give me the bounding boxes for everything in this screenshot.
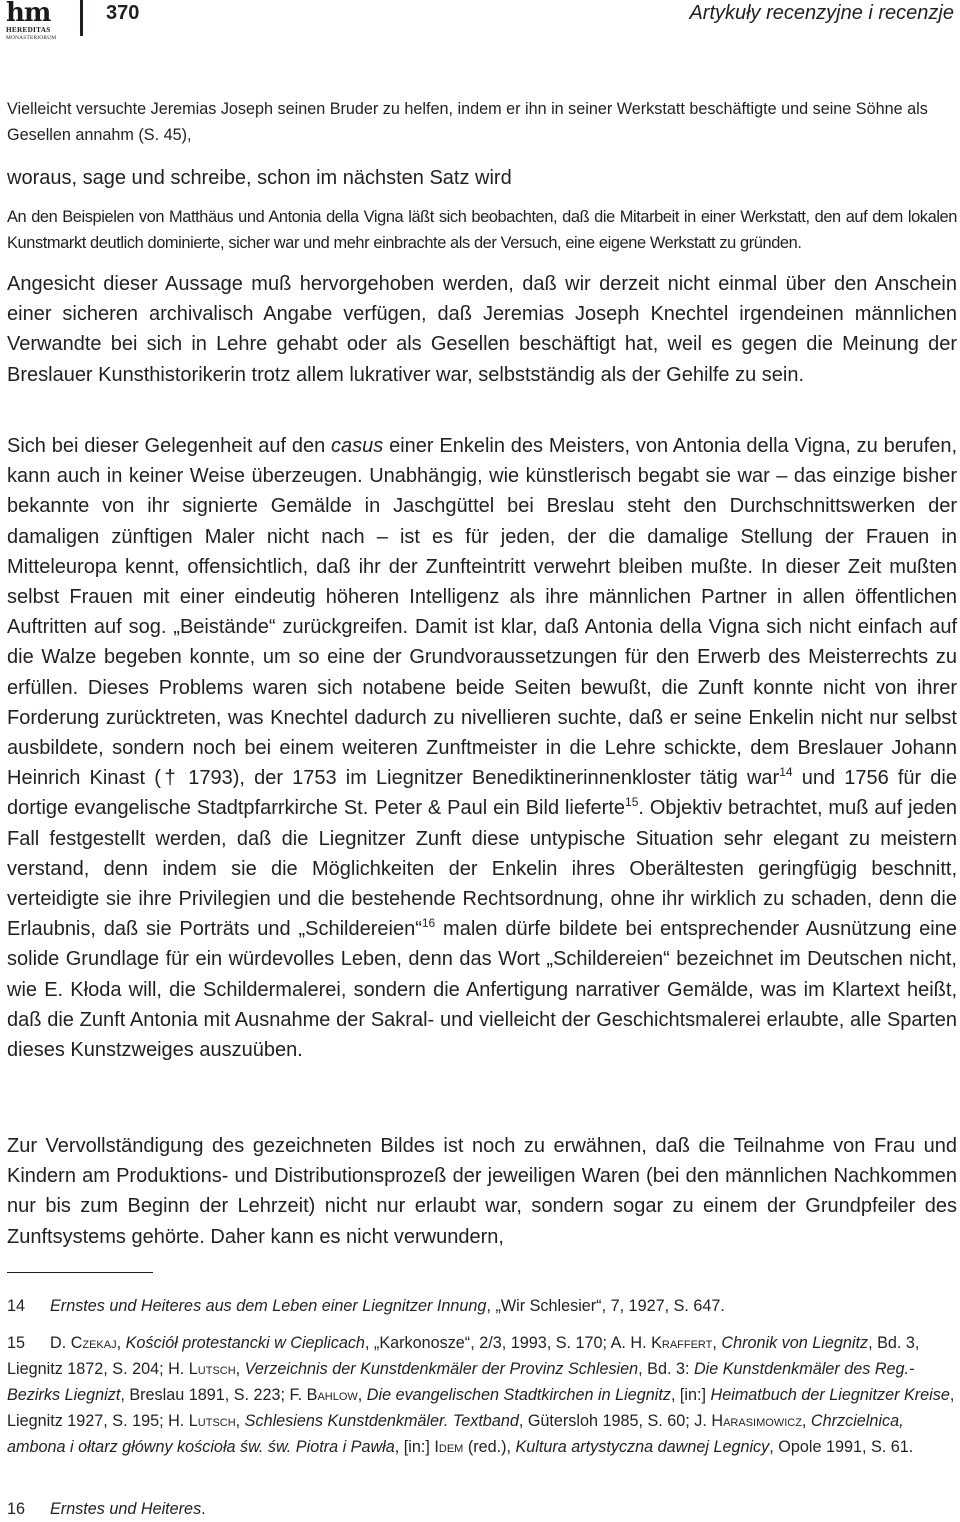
page-number: 370 <box>106 2 140 24</box>
text-run: malen dürfe bildete bei entsprechender Ausnützung eine solide Grundlage für ein würdevolles Leben, denn das Wort „Schildereien“ bezeichnet im Deutschen nicht, wie E. Kłoda will, die Schildermalerei, sondern die Anfertigung narrativer Gemälde, was im Klartext heißt, daß die Zunft Antonia mit Ausnahme der Sakral- und vielleicht der Geschichtsmalerei erlaubte, alle Sparten dieses Kunstzweiges auszuüben. <box>7 918 957 1062</box>
work-title: Die evangelischen Stadtkirchen in Liegnitz <box>366 1386 671 1404</box>
text-run: . Objektiv betrachtet, muß auf jeden Fall festgestellt werden, daß die Liegnitzer Zunft diese untypische Situation sehr elegant zu meistern verstand, denn indem sie die Möglichkeiten der Enkelin ihres Oberältesten geringfügig beschnitt, verteidigte sie ihre Privilegien und die bestehende Rechtsordnung, ohne ihr wirklich zu schaden, denn die Erlaubnis, daß sie Porträts und „Schildereien“ <box>7 797 957 941</box>
footnote-text: , [in:] <box>670 1386 711 1404</box>
footnote-text: , [in:] <box>394 1438 435 1456</box>
text-run: einer Enkelin des Meisters, von Antonia della Vigna, zu berufen, kann auch in keiner Weise überzeugen. Unabhängig, wie künstlerisch begabt sie war – das einzige bisher bekannte von ihr signierte Gemälde in Jaschgüttel bei Breslau steht den Durchschnittswerken der damaligen zünftigen Maler nicht nach – ist es für jeden, der die damalige Stellung der Frauen in Mitteleuropa kennt, offensichtlich, daß ihr der Zunfteintritt verwehrt bleiben mußte. In dieser Zeit mußten selbst Frauen mit einer eindeutig höheren Intelligenz als ihre männlichen Partner in allen öffentlichen Auftritten auf sog. „Beistände“ zurückgreifen. Damit ist klar, daß Antonia della Vigna sich nicht einfach auf die Walze begeben konnte, um so eine der Grundvoraussetzungen für den Erwerb des Meisterrechts zu erfüllen. Dieses Problems waren sich notabene beide Seiten bewußt, die Zunft konnte nicht von ihrer Forderung zurücktreten, was Knechtel dadurch zu nivellieren suchte, daß er seine Enkelin nicht nur selbst ausbildete, sondern noch bei einem weiteren Zunftmeister in die Lehre schickte, dem Breslauer Johann Heinrich Kinast († 1793), der 1753 im Liegnitzer Benediktinerinnenkloster tätig war <box>7 435 958 790</box>
footnote-number: 14 <box>7 1297 26 1315</box>
author-name: Lutsch <box>188 1412 236 1430</box>
text-run: und 1756 für die dortige evangelische Stadtpfarrkirche St. Peter & Paul ein Bild lieferte <box>7 767 957 820</box>
logo-subtitle: MONASTERIORUM <box>6 35 57 41</box>
footnote-separator <box>7 1272 153 1273</box>
hereditas-monasteriorum-logo <box>6 2 64 42</box>
author-name: Harasimowicz <box>711 1412 802 1430</box>
footnote-ref-16[interactable]: 16 <box>421 916 436 931</box>
running-head: Artykuły recenzyjne i recenzje <box>689 2 954 24</box>
paragraph-vervollstaendigung: Zur Vervollständigung des gezeichneten Bildes ist noch zu erwähnen, daß die Teilnahme von Frau und Kindern am Produktions- und Distributionsprozeß der jeweiligen Waren (bei den männlichen Nachkommen nur bis zum Beginn der Lehrzeit) nicht nur erlaubt war, sondern sogar zu einem der Grundpfeiler des Zunftsystems gehörte. Daher kann es nicht verwundern, <box>7 1135 957 1248</box>
logo-name: HEREDITAS <box>6 26 51 34</box>
work-title: Verzeichnis der Kunstdenkmäler der Provinz Schlesien <box>244 1360 639 1378</box>
author-name: Czekaj <box>70 1334 117 1352</box>
footnote-16 <box>7 1496 957 1522</box>
footnote-number: 16 <box>7 1500 26 1518</box>
footnote-text: , <box>235 1360 245 1378</box>
footnote-text: , <box>116 1334 126 1352</box>
work-title: Kultura artystyczna dawnej Legnicy <box>515 1438 770 1456</box>
footnote-text: , <box>235 1412 245 1430</box>
footnote-ref-14[interactable]: 14 <box>779 765 793 780</box>
footnote-text: D. <box>50 1334 71 1352</box>
footnote-text: , Bd. 3, Liegnitz 1872, S. 204; H. <box>7 1334 920 1378</box>
page-header <box>0 0 960 44</box>
footnote-text: , Gütersloh 1985, S. 60; J. <box>518 1412 712 1430</box>
work-title: Die Kunstdenkmäler des Reg.-Bezirks Liegnizt <box>7 1360 915 1404</box>
footnote-text: , Opole 1991, S. 61. <box>769 1438 914 1456</box>
header-divider <box>80 0 83 36</box>
paragraph-lead-in: woraus, sage und schreibe, schon im nächsten Satz wird <box>7 167 512 189</box>
footnote-text: , „Wir Schlesier“, 7, 1927, S. 647. <box>486 1297 725 1315</box>
footnote-text: , „Karkonosze“, 2/3, 1993, S. 170; A. H. <box>364 1334 652 1352</box>
paragraph-aussage: Angesicht dieser Aussage muß hervorgehoben werden, daß wir derzeit nicht einmal über den Anschein einer sicheren archivalisch Angabe verfügen, daß Jeremias Joseph Knechtel irgendeinen männlichen Verwandte bei sich in Lehre gehabt oder als Gesellen beschäftigt hat, weil es gegen die Meinung der Breslauer Kunsthistorikerin trotz allem lukrativer war, selbstständig als der Gehilfe zu sein. <box>7 273 957 386</box>
work-title: Schlesiens Kunstdenkmäler. Textband <box>244 1412 519 1430</box>
footnote-14 <box>7 1293 957 1319</box>
footnote-text: , Bd. 3: <box>638 1360 694 1378</box>
footnote-text: , Liegnitz 1927, S. 195; H. <box>7 1386 955 1430</box>
footnote-text: , Breslau 1891, S. 223; F. <box>120 1386 307 1404</box>
footnote-number: 15 <box>7 1334 26 1352</box>
footnote-text: . <box>201 1500 206 1518</box>
footnote-15 <box>7 1330 957 1460</box>
logo-mark: hm <box>6 0 51 28</box>
footnote-title: Ernstes und Heiteres aus dem Leben einer Liegnitzer Innung <box>50 1297 487 1315</box>
author-name: Lutsch <box>188 1360 236 1378</box>
block-quote: An den Beispielen von Matthäus und Antonia della Vigna läßt sich beobachten, daß die Mitarbeit in einer Werkstatt, den auf dem lokalen Kunstmarkt deutlich dominierte, sicher war und mehr einbrachte als der Versuch, eine eigene Werkstatt zu gründen. <box>7 208 957 252</box>
paragraph-antonia <box>7 431 957 1065</box>
footnote-text: (red.), <box>463 1438 516 1456</box>
author-name: Bahlow <box>306 1386 358 1404</box>
work-title: Heimatbuch der Liegnitzer Kreise <box>710 1386 950 1404</box>
footnote-title: Ernstes und Heiteres <box>50 1500 202 1518</box>
footnote-text: , <box>712 1334 722 1352</box>
intro-paragraph: Vielleicht versuchte Jeremias Joseph seinen Bruder zu helfen, indem er ihn in seiner Werkstatt beschäftigte und seine Söhne als Gesellen annahm (S. 45), <box>7 100 928 144</box>
footnote-text: , <box>801 1412 811 1430</box>
author-name: Idem <box>434 1438 464 1456</box>
casus-term: casus <box>331 435 384 457</box>
work-title: Chronik von Liegnitz <box>721 1334 869 1352</box>
work-title: Chrzcielnica, ambona i ołtarz główny kościoła św. św. Piotra i Pawła <box>7 1412 904 1456</box>
author-name: Kraffert <box>651 1334 713 1352</box>
work-title: Kościół protestancki w Cieplicach <box>125 1334 365 1352</box>
footnote-text: , <box>357 1386 367 1404</box>
text-run: Sich bei dieser Gelegenheit auf den <box>7 435 332 457</box>
footnote-ref-15[interactable]: 15 <box>625 795 639 810</box>
